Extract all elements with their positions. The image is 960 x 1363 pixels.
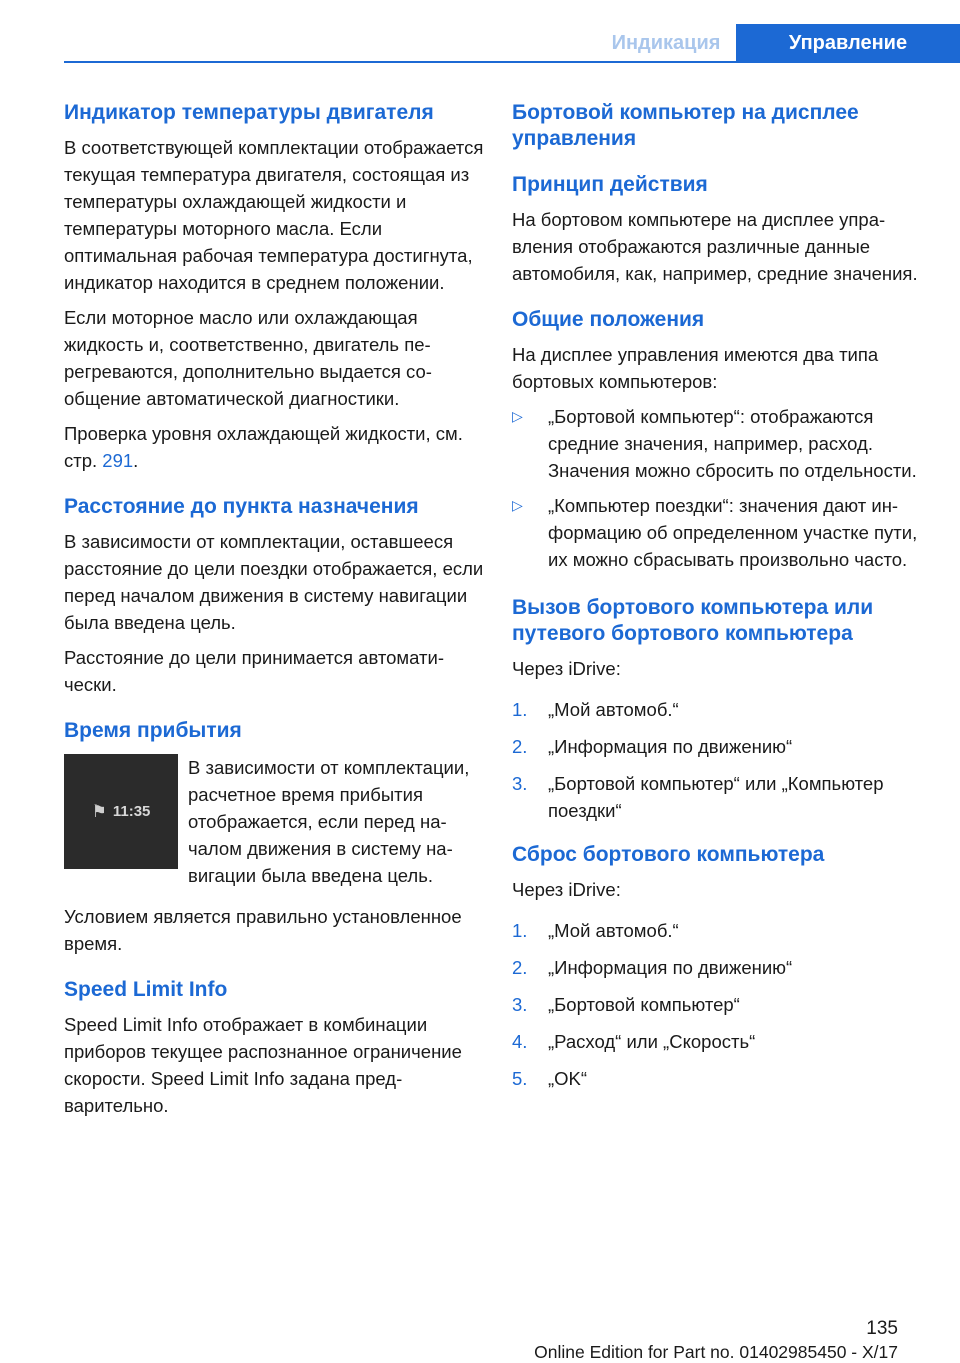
paragraph: В зависимости от комплектации, расчетное время прибытия отображается, если перед началом движения в систему навигации была введена цель. (188, 757, 470, 886)
step-number: 1. (512, 920, 528, 941)
list-item (512, 1028, 926, 1055)
header-divider (64, 61, 960, 63)
destination-flag-icon: ⚑ (91, 801, 107, 821)
step-number: 2. (512, 736, 528, 757)
list-item (512, 917, 926, 944)
heading-arrival-time: Время прибытия (64, 719, 242, 742)
list-item-text: „Мой автомоб.“ (548, 920, 679, 941)
left-column (64, 100, 484, 1119)
list-item (512, 403, 926, 484)
tab-controls[interactable]: Управление (736, 24, 960, 63)
step-number: 5. (512, 1068, 528, 1089)
list-item (512, 991, 926, 1018)
computer-types-list (512, 403, 926, 573)
triangle-bullet-icon: ▷ (512, 497, 523, 513)
step-number: 3. (512, 994, 528, 1015)
list-item-text: „Компьютер поездки“: значения дают информацию об определенном участке пути, их можно сбрасывать произвольно часто. (548, 495, 918, 570)
paragraph: В зависимости от комплектации, оставшееся расстояние до цели поездки отображается, если перед началом движения в систему навигации была введена цель. (64, 531, 484, 633)
list-item-text: „Информация по движению“ (548, 736, 793, 757)
list-item (512, 696, 926, 723)
heading-principle: Принцип действия (512, 173, 708, 196)
paragraph-coolant-check (64, 420, 484, 474)
call-steps-list (512, 696, 926, 824)
page-link[interactable]: 291 (102, 450, 134, 471)
heading-engine-temperature: Индикатор температуры двигателя (64, 101, 434, 124)
paragraph: В соответствующей комплектации отображается текущая температура двигателя, состоящая из температуры охлаждающей жидкости и температуры моторного масла. Если оптимальная рабочая температура достигнута, индикатор находится в среднем положении. (64, 137, 484, 293)
list-item-text: „OK“ (548, 1068, 588, 1089)
page-number: 135 (866, 1318, 898, 1339)
heading-speed-limit-info: Speed Limit Info (64, 978, 228, 1001)
step-number: 2. (512, 957, 528, 978)
list-item (512, 770, 926, 824)
reset-steps-list (512, 917, 926, 1092)
step-number: 4. (512, 1031, 528, 1052)
arrival-figure-block (64, 754, 484, 889)
list-item (512, 954, 926, 981)
paragraph: На дисплее управления имеются два типа бортовых компьютеров: (512, 344, 879, 392)
paragraph: Расстояние до цели принимается автоматически. (64, 647, 445, 695)
paragraph: На бортовом компьютере на дисплее управления отображаются различные данные автомобиля, как, например, средние значения. (512, 209, 918, 284)
right-column (512, 100, 926, 1102)
list-item (512, 1065, 926, 1092)
paragraph: Speed Limit Info отображает в комбинации приборов текущее распознанное ограничение скорости. Speed Limit Info задана предварительно. (64, 1014, 462, 1116)
text: . (133, 450, 139, 471)
heading-call-computer: Вызов бортового компьютера или путевого бортового компьютера (512, 596, 874, 645)
heading-onboard-computer: Бортовой компьютер на дисплее управления (512, 101, 859, 150)
text: Проверка уровня охлаждающей жидкости, см. стр. (64, 423, 463, 471)
page-footer (0, 1318, 898, 1363)
step-number: 1. (512, 699, 528, 720)
list-item-text: „Бортовой компьютер“ или „Компьютер поездки“ (548, 773, 884, 821)
arrival-time-display-image (64, 754, 178, 869)
tab-indication[interactable]: Индикация (611, 32, 721, 54)
list-item-text: „Расход“ или „Скорость“ (548, 1031, 756, 1052)
paragraph: Если моторное масло или охлаждающая жидкость и, соответственно, двигатель перегреваются, дополнительно выдается сообщение автоматической диагностики. (64, 307, 432, 409)
paragraph: Условием является правильно установленное время. (64, 906, 462, 954)
list-item (512, 492, 926, 573)
paragraph: Через iDrive: (512, 658, 621, 679)
list-item-text: „Бортовой компьютер“ (548, 994, 740, 1015)
triangle-bullet-icon: ▷ (512, 408, 523, 424)
display-time: 11:35 (112, 803, 151, 820)
list-item-text: „Мой автомоб.“ (548, 699, 679, 720)
step-number: 3. (512, 773, 528, 794)
paragraph: Через iDrive: (512, 879, 621, 900)
list-item-text: „Бортовой компьютер“: отображаются средние значения, например, расход. Значения можно сбросить по отдельности. (548, 406, 917, 481)
list-item-text: „Информация по движению“ (548, 957, 793, 978)
heading-reset-computer: Сброс бортового компьютера (512, 843, 825, 866)
edition-note: Online Edition for Part no. 01402985450 - X/17 (534, 1342, 898, 1362)
heading-general: Общие положения (512, 308, 705, 331)
list-item (512, 733, 926, 760)
heading-distance-to-destination: Расстояние до пункта назначения (64, 495, 419, 518)
